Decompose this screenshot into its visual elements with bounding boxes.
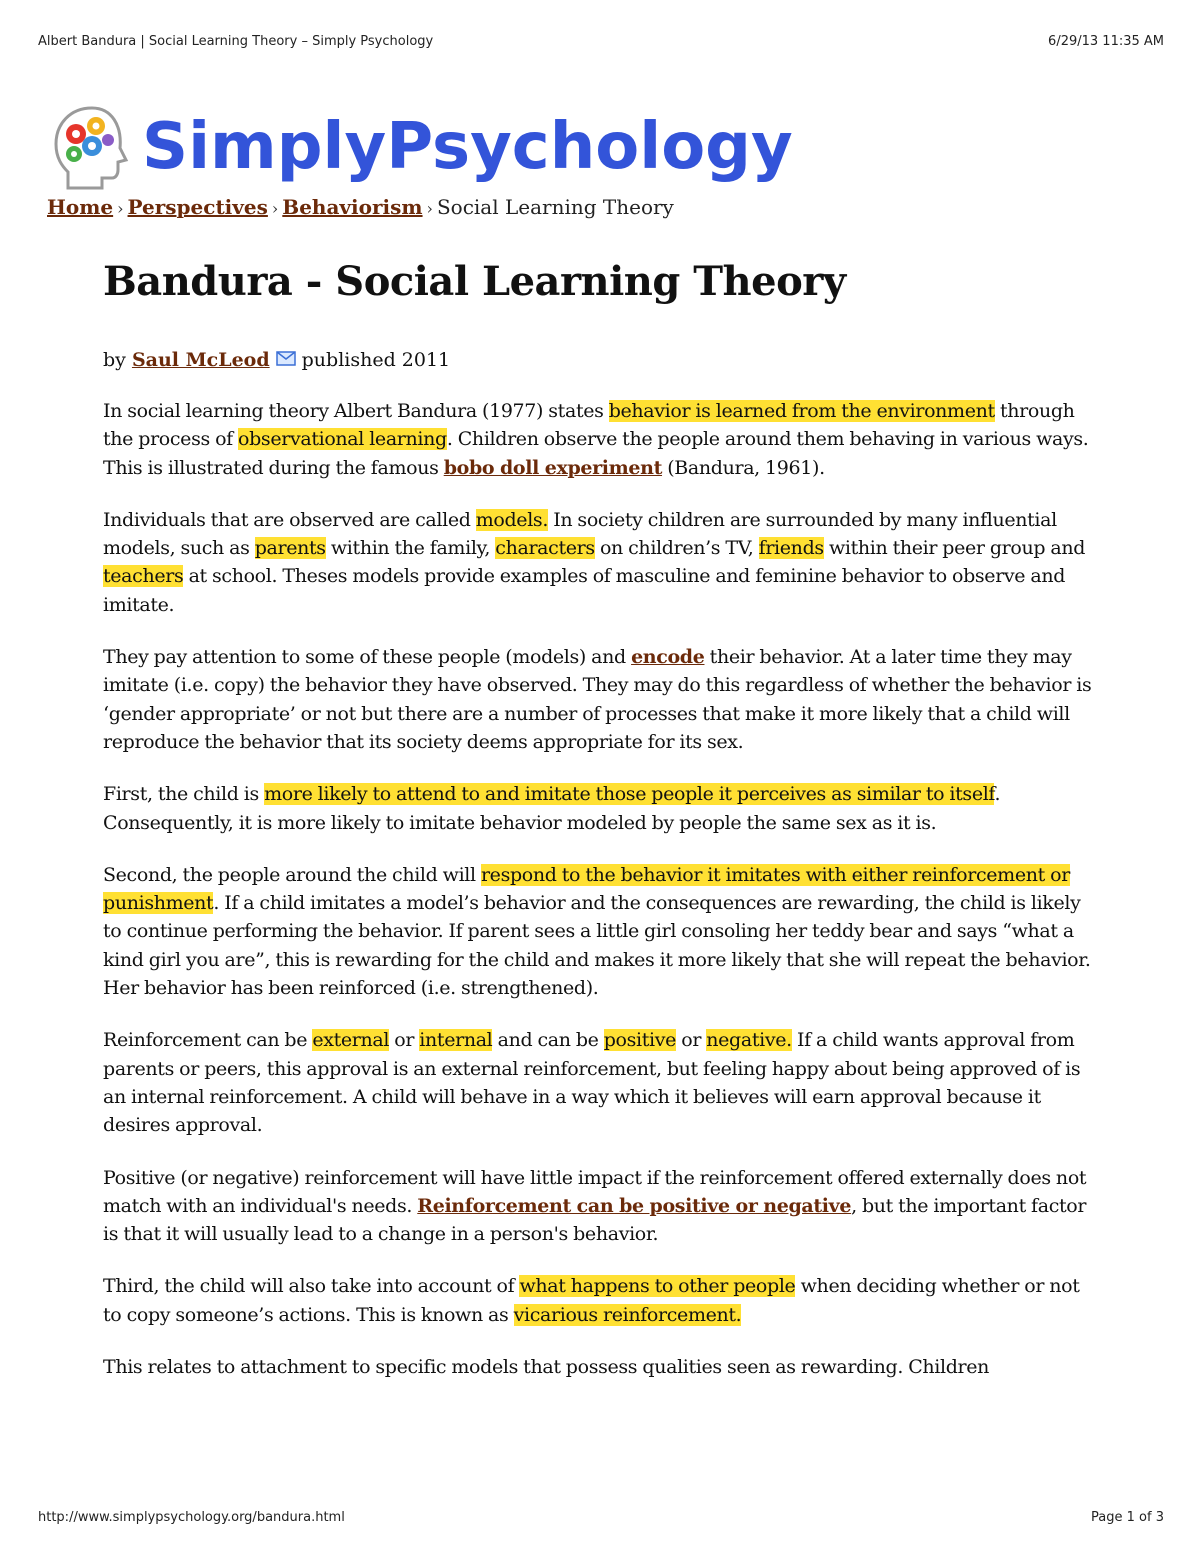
paragraph [103,1026,1093,1139]
print-footer [38,1510,1164,1525]
text-run: They pay attention to some of these people (models) and [103,646,632,669]
paragraph [103,1164,1093,1249]
text-run: In society children are surrounded by many influential models, such as [103,508,1057,560]
brain-gears-icon [52,104,134,190]
print-header [38,34,1164,49]
text-run: their behavior. At a later time they may imitate (i.e. copy) the behavior they have observed. They may do this regardless of whether the behavior is ‘gender appropriate’ or not but there are a number of processes that make it more likely that a child will reproduce the behavior that its society deems appropriate for its sex. [103,646,1092,753]
breadcrumb-home-link[interactable]: Home [47,195,114,219]
highlighted-text: more likely to attend to and imitate those people it perceives as similar to itself [264,783,995,806]
print-header-title: Albert Bandura | Social Learning Theory – Simply Psychology [38,34,434,49]
paragraph [103,506,1093,619]
text-run: First, the child is [103,783,265,806]
email-icon[interactable] [276,349,296,371]
highlighted-text: teachers [103,565,184,588]
text-run: . Consequently, it is more likely to imitate behavior modeled by people the same sex as it is. [103,783,1001,834]
text-run: In social learning theory Albert Bandura (1977) states [103,400,609,422]
paragraph [103,1272,1093,1329]
text-run: and can be [492,1029,604,1052]
text-run: through the process of [103,400,1075,451]
highlighted-text: behavior is learned from the environment [608,400,995,422]
highlighted-text: what happens to other people [519,1275,796,1298]
print-footer-url: http://www.simplypsychology.org/bandura.html [38,1510,345,1525]
highlighted-text: models. [475,508,549,531]
site-logo[interactable] [52,102,793,192]
text-run: . Children observe the people around them behaving in various ways. This is illustrated during the famous [103,428,1089,479]
breadcrumb-separator: › [271,199,279,218]
logo-wordmark: SimplyPsychology [142,110,793,184]
text-run: Positive (or negative) reinforcement will have little impact if the reinforcement offered externally does not match with an individual's needs. [103,1166,1087,1217]
breadcrumb-separator: › [117,199,124,218]
highlighted-text: internal [419,1029,493,1052]
print-header-datetime: 6/29/13 11:35 AM [1048,34,1164,49]
text-run: or [676,1029,707,1052]
breadcrumb-perspectives-link[interactable]: Perspectives [127,195,268,219]
highlighted-text: observational learning [238,428,447,451]
encode-link[interactable]: encode [631,646,705,669]
text-run: on children’s TV, [594,537,759,560]
text-run: If a child wants approval from parents or peers, this approval is an external reinforcement, but feeling happy about being approved of is an internal reinforcement. A child will behave in a way which it believes will earn approval because it desires approval. [103,1029,1081,1137]
text-run: (Bandura, 1961). [662,456,825,479]
print-footer-page: Page 1 of 3 [1091,1510,1164,1525]
paragraph [103,397,1093,482]
text-run: , but the important factor is that it will usually lead to a change in a person's behavior. [103,1194,1087,1246]
breadcrumb-separator: › [426,199,433,218]
page-title: Bandura - Social Learning Theory [103,258,846,305]
paragraph [103,1353,1093,1381]
highlighted-text: vicarious reinforcement. [513,1303,742,1326]
text-run: within the family, [325,537,496,560]
text-run: . If a child imitates a model’s behavior and the consequences are rewarding, the child is likely to continue performing the behavior. If parent sees a little girl consoling her teddy bear and says “what a kind girl you are”, this is rewarding for the child and makes it more likely that she will repeat the behavior. Her behavior has been reinforced (i.e. strengthened). [103,892,1091,1000]
author-link[interactable]: Saul McLeod [131,349,270,371]
highlighted-text: external [312,1029,390,1052]
text-run: Second, the people around the child will [103,863,481,886]
text-run: at school. Theses models provide examples of masculine and feminine behavior to observe and imitate. [103,565,1066,616]
text-run: This relates to attachment to specific models that possess qualities seen as rewarding. Children [103,1356,990,1379]
paragraph [103,861,1093,1002]
highlighted-text: negative. [706,1029,792,1052]
highlighted-text: friends [758,537,824,560]
highlighted-text: positive [603,1029,677,1052]
reinforcement-link[interactable]: Reinforcement can be positive or negative [417,1194,852,1217]
bobo-doll-experiment-link[interactable]: bobo doll experiment [443,456,663,479]
text-run: within their peer group and [823,537,1086,560]
byline [103,349,1093,371]
highlighted-text: parents [254,537,326,560]
highlighted-text: respond to the behavior it imitates with either reinforcement or punishment [103,863,1070,915]
breadcrumb-behaviorism-link[interactable]: Behaviorism [282,195,423,219]
paragraph [103,780,1093,837]
byline-prefix: by [103,349,126,371]
breadcrumb [47,195,674,219]
text-run: or [389,1029,420,1052]
text-run: Third, the child will also take into account of [103,1275,520,1298]
text-run: Reinforcement can be [103,1029,313,1052]
article [103,258,1093,1405]
highlighted-text: characters [495,537,595,560]
breadcrumb-current: Social Learning Theory [436,195,674,219]
text-run: when deciding whether or not to copy someone’s actions. This is known as [103,1275,1080,1326]
paragraph [103,643,1093,756]
published-date: published 2011 [301,349,451,371]
text-run: Individuals that are observed are called [103,508,476,531]
